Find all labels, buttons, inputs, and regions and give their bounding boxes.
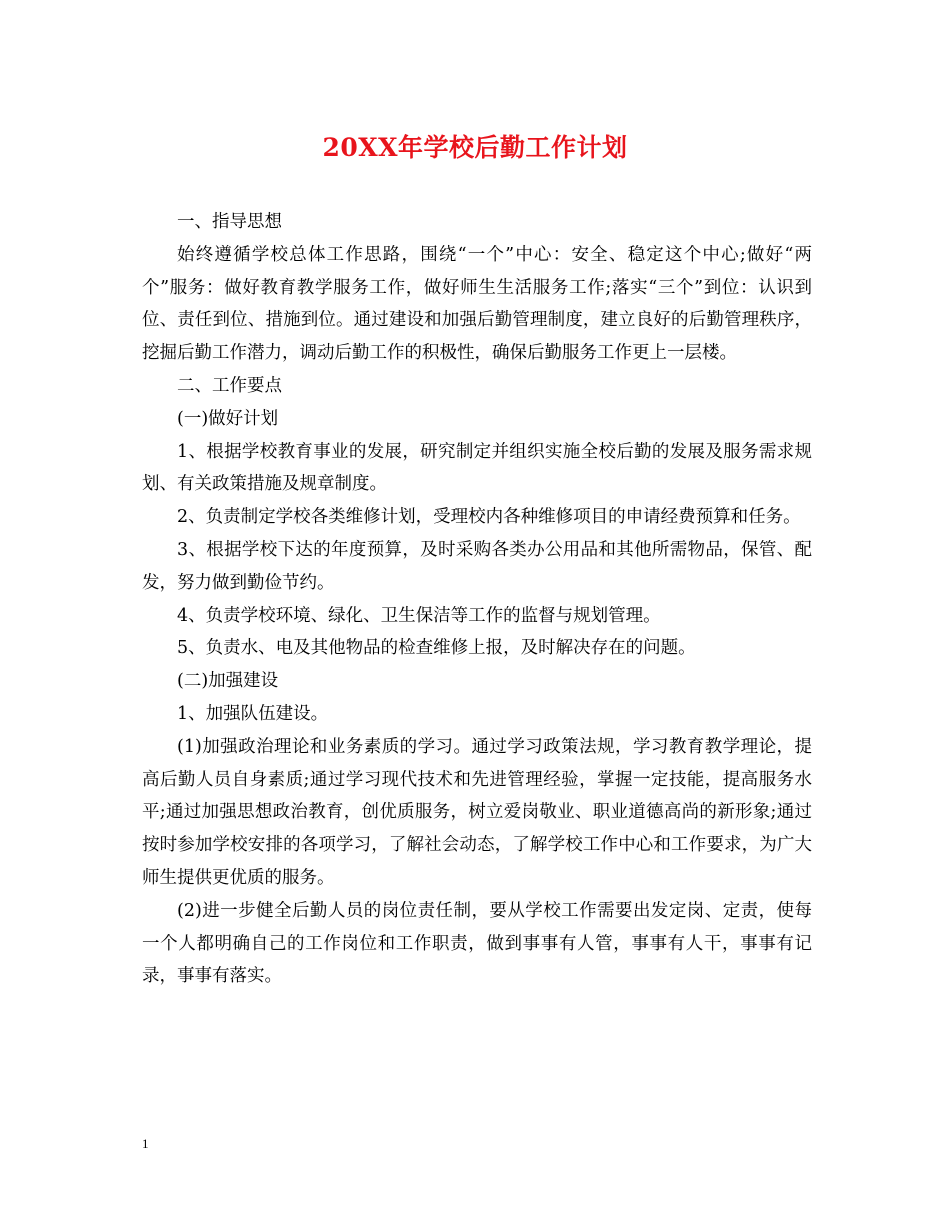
list-item-planning-1: 1、根据学校教育事业的发展，研究制定并组织实施全校后勤的发展及服务需求规划、有关政策措施及规章制度。 [142,441,812,495]
section-heading-work-points: 二、工作要点 [177,375,282,396]
section-heading-guiding-ideology: 一、指导思想 [177,212,282,232]
list-item-planning-4: 4、负责学校环境、绿化、卫生保洁等工作的监督与规划管理。 [177,605,661,626]
list-item-team-building: 1、加强队伍建设。 [177,703,329,724]
document-title: 20XX年学校后勤工作计划 [322,133,628,162]
paragraph-responsibility: (2)进一步健全后勤人员的岗位责任制，要从学校工作需要出发定岗、定责，使每一个人都明确自己的工作岗位和工作职责，做到事事有人管，事事有人干，事事有记录，事事有落实。 [142,900,812,987]
page-number: 1 [142,1136,149,1151]
subsection-heading-planning: (一)做好计划 [177,408,279,429]
document-body [142,206,812,993]
subsection-heading-construction: (二)加强建设 [177,671,279,692]
paragraph-guiding-ideology: 始终遵循学校总体工作思路，围绕“一个”中心：安全、稳定这个中心;做好“两个”服务：做好教育教学服务工作，做好师生生活服务工作;落实“三个”到位：认识到位、责任到位、措施到位。通过建设和加强后勤管理制度，建立良好的后勤管理秩序，挖掘后勤工作潜力，调动后勤工作的积极性，确保后勤服务工作更上一层楼。 [142,244,812,364]
list-item-planning-3: 3、根据学校下达的年度预算，及时采购各类办公用品和其他所需物品，保管、配发，努力做到勤俭节约。 [142,539,812,593]
list-item-planning-5: 5、负责水、电及其他物品的检查维修上报，及时解决存在的问题。 [177,638,696,659]
list-item-planning-2: 2、负责制定学校各类维修计划，受理校内各种维修项目的申请经费预算和任务。 [177,507,801,528]
paragraph-study: (1)加强政治理论和业务素质的学习。通过学习政策法规，学习教育教学理论，提高后勤人员自身素质;通过学习现代技术和先进管理经验，掌握一定技能，提高服务水平;通过加强思想政治教育，创优质服务，树立爱岗敬业、职业道德高尚的新形象;通过按时参加学校安排的各项学习，了解社会动态，了解学校工作中心和工作要求，为广大师生提供更优质的服务。 [142,736,812,888]
